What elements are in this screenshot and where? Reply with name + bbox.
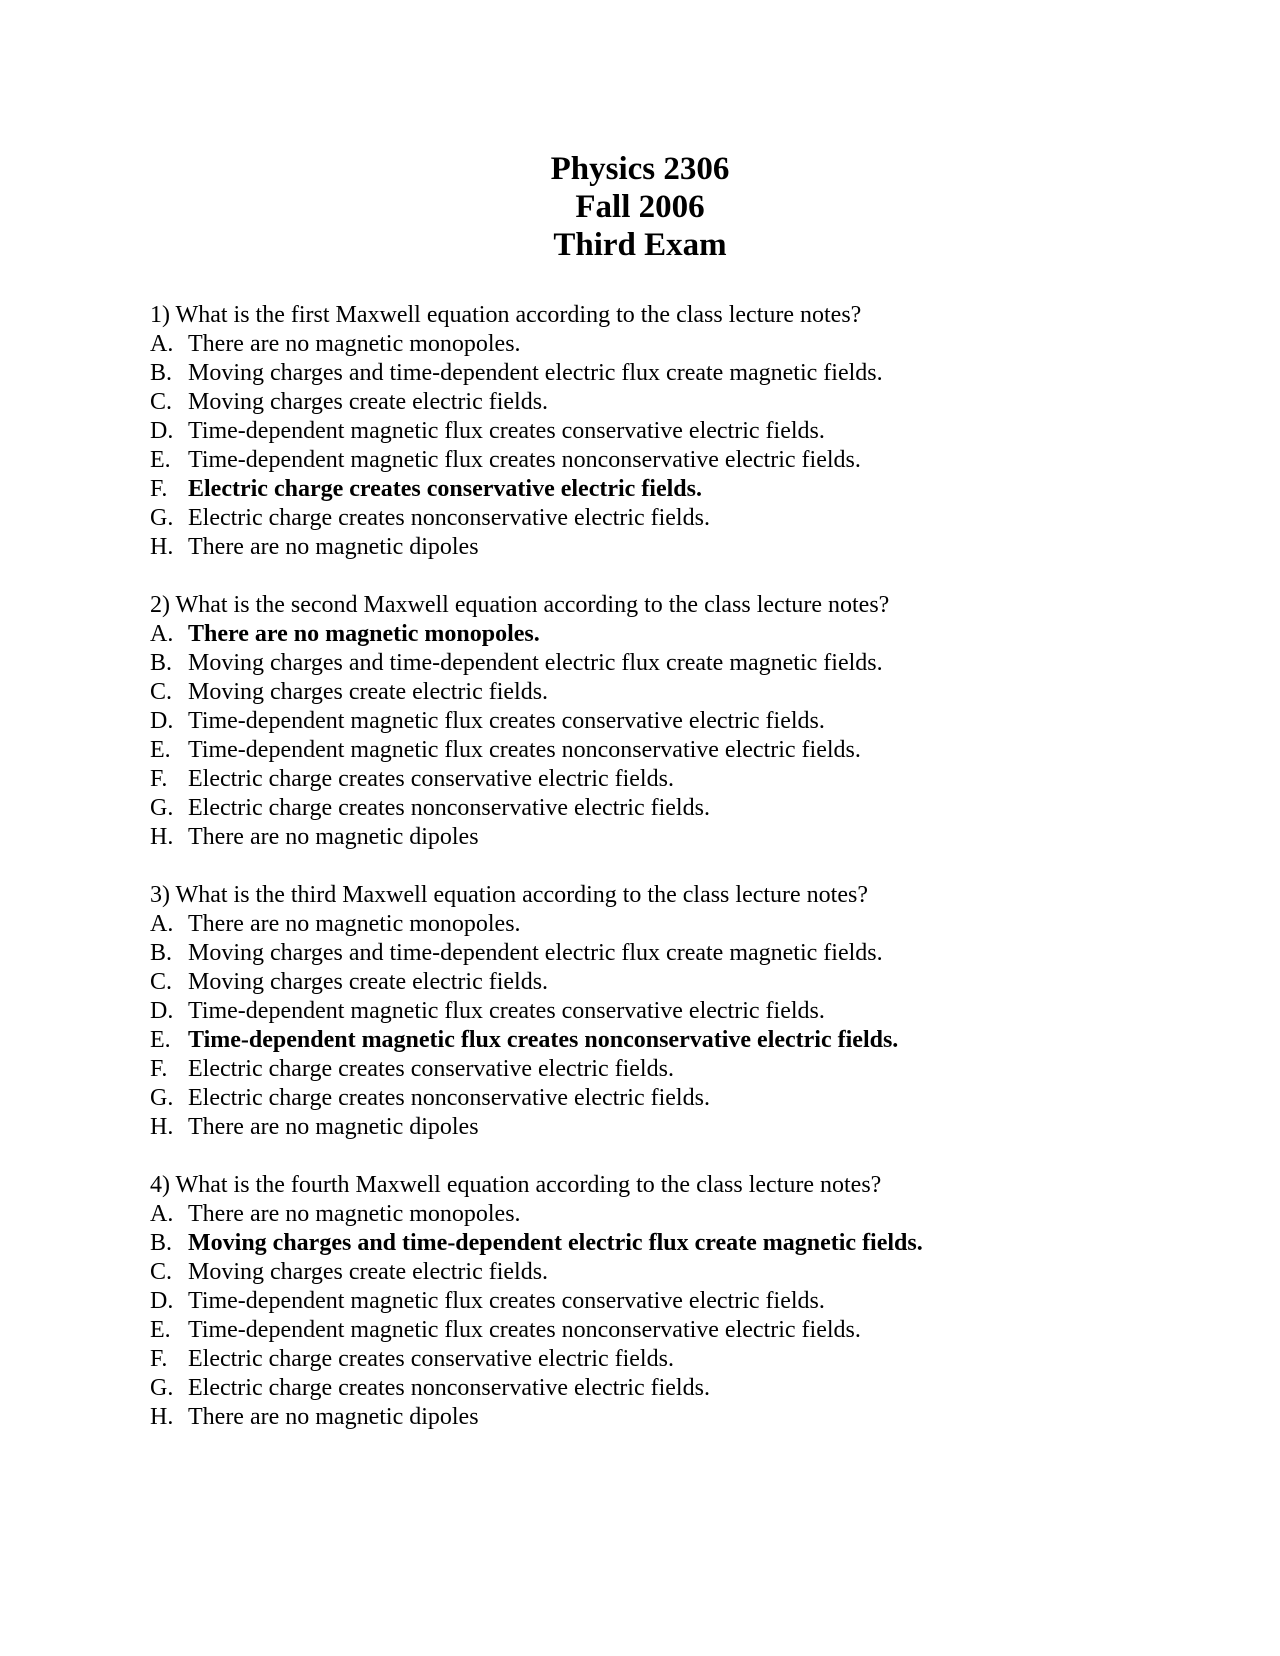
option-letter: G.	[150, 1375, 174, 1401]
option-text: There are no magnetic dipoles	[188, 1404, 479, 1430]
option-letter: B.	[150, 650, 173, 676]
option-letter: G.	[150, 505, 174, 531]
answer-option	[150, 765, 1180, 794]
option-text: Time-dependent magnetic flux creates conservative electric fields.	[188, 708, 825, 734]
option-letter: C.	[150, 969, 173, 995]
option-letter: D.	[150, 418, 174, 444]
option-text: Time-dependent magnetic flux creates nonconservative electric fields.	[188, 1317, 861, 1343]
question-2	[150, 591, 1180, 852]
option-text: Moving charges and time-dependent electric flux create magnetic fields.	[188, 360, 883, 386]
option-text: Time-dependent magnetic flux creates nonconservative electric fields.	[188, 447, 861, 473]
option-letter: A.	[150, 911, 174, 937]
answer-option	[150, 649, 1180, 678]
option-text: There are no magnetic monopoles.	[188, 331, 521, 357]
option-text: Moving charges create electric fields.	[188, 969, 549, 995]
answer-option-correct	[150, 1229, 1180, 1258]
question-prompt: 1) What is the first Maxwell equation according to the class lecture notes?	[150, 302, 862, 328]
option-text: Electric charge creates conservative electric fields.	[188, 766, 674, 792]
exam-title-block	[0, 150, 1280, 264]
option-text: Electric charge creates conservative electric fields.	[188, 1056, 674, 1082]
answer-option	[150, 1316, 1180, 1345]
option-text: Electric charge creates conservative electric fields.	[188, 1346, 674, 1372]
answer-option	[150, 1200, 1180, 1229]
option-letter: E.	[150, 447, 171, 473]
option-text: There are no magnetic monopoles.	[188, 911, 521, 937]
option-text: Electric charge creates nonconservative electric fields.	[188, 795, 710, 821]
answer-option	[150, 736, 1180, 765]
option-text: Moving charges create electric fields.	[188, 679, 549, 705]
answer-option	[150, 1287, 1180, 1316]
option-letter: A.	[150, 621, 174, 647]
option-text: Moving charges and time-dependent electric flux create magnetic fields.	[188, 650, 883, 676]
answer-option	[150, 939, 1180, 968]
option-letter: H.	[150, 1404, 174, 1430]
option-text-correct: There are no magnetic monopoles.	[188, 621, 540, 647]
option-text: Time-dependent magnetic flux creates nonconservative electric fields.	[188, 737, 861, 763]
question-3	[150, 881, 1180, 1142]
answer-option-correct	[150, 475, 1180, 504]
option-text: Electric charge creates nonconservative electric fields.	[188, 505, 710, 531]
answer-option	[150, 1055, 1180, 1084]
option-letter: B.	[150, 940, 173, 966]
answer-option	[150, 1403, 1180, 1432]
question-4	[150, 1171, 1180, 1432]
option-text: Moving charges and time-dependent electric flux create magnetic fields.	[188, 940, 883, 966]
option-letter: D.	[150, 998, 174, 1024]
option-text: Time-dependent magnetic flux creates conservative electric fields.	[188, 418, 825, 444]
option-text-correct: Electric charge creates conservative electric fields.	[188, 476, 702, 502]
option-letter: H.	[150, 1114, 174, 1140]
answer-option	[150, 1113, 1180, 1142]
answer-option	[150, 968, 1180, 997]
option-letter: B.	[150, 1230, 173, 1256]
option-letter: D.	[150, 1288, 174, 1314]
answer-option	[150, 1258, 1180, 1287]
answer-option	[150, 1084, 1180, 1113]
option-text: Electric charge creates nonconservative electric fields.	[188, 1375, 710, 1401]
option-text: There are no magnetic dipoles	[188, 1114, 479, 1140]
option-letter: F.	[150, 476, 168, 502]
answer-option	[150, 359, 1180, 388]
option-letter: A.	[150, 1201, 174, 1227]
option-letter: C.	[150, 679, 173, 705]
option-text: Moving charges create electric fields.	[188, 1259, 549, 1285]
option-letter: F.	[150, 766, 168, 792]
answer-option	[150, 388, 1180, 417]
question-prompt: 2) What is the second Maxwell equation according to the class lecture notes?	[150, 592, 890, 618]
option-text: Moving charges create electric fields.	[188, 389, 549, 415]
option-letter: D.	[150, 708, 174, 734]
answer-option	[150, 794, 1180, 823]
answer-option	[150, 330, 1180, 359]
option-letter: A.	[150, 331, 174, 357]
option-letter: E.	[150, 1317, 171, 1343]
option-letter: E.	[150, 737, 171, 763]
option-letter: C.	[150, 1259, 173, 1285]
answer-option	[150, 1374, 1180, 1403]
option-letter: G.	[150, 1085, 174, 1111]
answer-option-correct	[150, 620, 1180, 649]
question-1	[150, 301, 1180, 562]
answer-option	[150, 1345, 1180, 1374]
question-prompt: 4) What is the fourth Maxwell equation according to the class lecture notes?	[150, 1172, 882, 1198]
question-list	[150, 301, 1180, 1461]
option-text: Electric charge creates nonconservative electric fields.	[188, 1085, 710, 1111]
option-text: Time-dependent magnetic flux creates conservative electric fields.	[188, 998, 825, 1024]
exam-title: Third Exam	[553, 227, 727, 263]
answer-option	[150, 997, 1180, 1026]
option-letter: H.	[150, 534, 174, 560]
option-letter: F.	[150, 1346, 168, 1372]
answer-option	[150, 678, 1180, 707]
option-text: There are no magnetic dipoles	[188, 534, 479, 560]
option-text: There are no magnetic monopoles.	[188, 1201, 521, 1227]
option-letter: B.	[150, 360, 173, 386]
term-title: Fall 2006	[575, 189, 705, 225]
answer-option-correct	[150, 1026, 1180, 1055]
answer-option	[150, 910, 1180, 939]
option-text: There are no magnetic dipoles	[188, 824, 479, 850]
answer-option	[150, 707, 1180, 736]
answer-option	[150, 504, 1180, 533]
option-text-correct: Time-dependent magnetic flux creates nonconservative electric fields.	[188, 1027, 899, 1053]
option-letter: F.	[150, 1056, 168, 1082]
answer-option	[150, 823, 1180, 852]
option-text-correct: Moving charges and time-dependent electric flux create magnetic fields.	[188, 1230, 923, 1256]
option-letter: C.	[150, 389, 173, 415]
answer-option	[150, 533, 1180, 562]
answer-option	[150, 446, 1180, 475]
question-prompt: 3) What is the third Maxwell equation according to the class lecture notes?	[150, 882, 868, 908]
option-letter: G.	[150, 795, 174, 821]
option-text: Time-dependent magnetic flux creates conservative electric fields.	[188, 1288, 825, 1314]
option-letter: E.	[150, 1027, 171, 1053]
course-title: Physics 2306	[550, 151, 730, 187]
answer-option	[150, 417, 1180, 446]
option-letter: H.	[150, 824, 174, 850]
